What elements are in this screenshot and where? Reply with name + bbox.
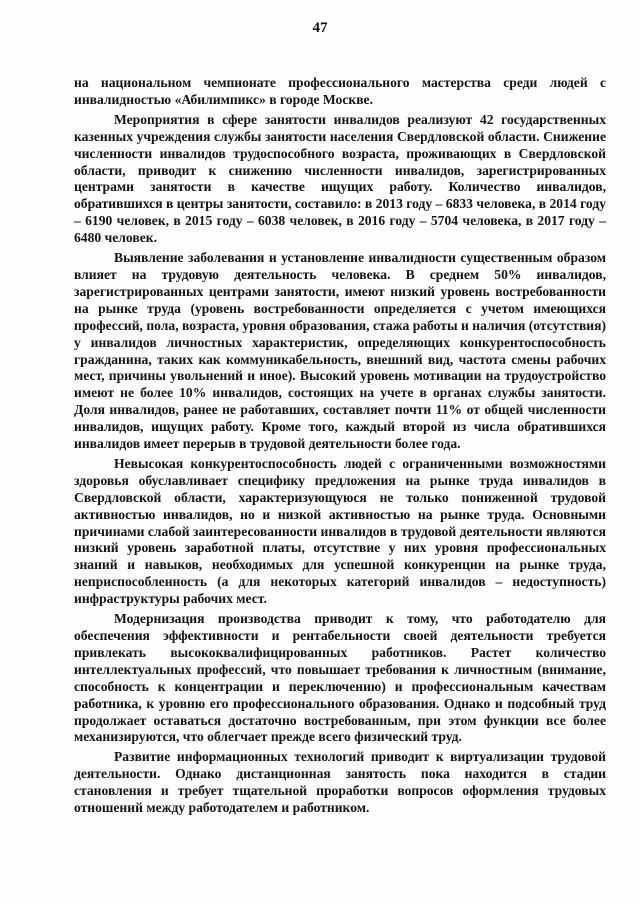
page-number: 47 (312, 20, 328, 36)
paragraph-continuation: на национальном чемпионате профессионального мастерства среди людей с инвалидностью «Абилимпикс» в городе Москве. (74, 75, 606, 107)
document-body (74, 75, 606, 817)
paragraph-information-technology: Развитие информационных технологий приводит к виртуализации трудовой деятельности. Однако дистанционная занятость пока находится в стадии становления и требует тщательной проработки вопросов оформления трудовых отношений между работодателем и работником. (74, 749, 606, 816)
paragraph-disability-identification: Выявление заболевания и установление инвалидности существенным образом влияет на трудовую деятельность человека. В среднем 50% инвалидов, зарегистрированных центрами занятости, имеют низкий уровень востребованности на рынке труда (уровень востребованности определяется с учетом имеющихся профессий, пола, возраста, уровня образования, стажа работы и наличия (отсутствия) у инвалидов личностных характеристик, определяющих конкурентоспособность гражданина, таких как коммуникабельность, внешний вид, частота смены рабочих мест, причины увольнений и иное). Высокий уровень мотивации на трудоустройство имеют не более 10% инвалидов, состоящих на учете в органах службы занятости. Доля инвалидов, ранее не работавших, составляет почти 11% от общей численности инвалидов, ищущих работу. Кроме того, каждый второй из числа обратившихся инвалидов имеет перерыв в трудовой деятельности более года. (74, 250, 606, 452)
paragraph-competitiveness: Невысокая конкурентоспособность людей с ограниченными возможностями здоровья обуславливает специфику предложения на рынке труда инвалидов в Свердловской области, характеризующуюся не только пониженной трудовой активностью инвалидов, но и низкой активностью на рынке труда. Основными причинами слабой заинтересованности инвалидов в трудовой деятельности являются низкий уровень заработной платы, отсутствие у них уровня профессиональных знаний и навыков, необходимых для успешной конкуренции на рынке труда, неприспособленность (а для некоторых категорий инвалидов – недоступность) инфраструктуры рабочих мест. (74, 455, 606, 607)
paragraph-modernization: Модернизация производства приводит к тому, что работодателю для обеспечения эффективности и рентабельности своей деятельности требуется привлекать высококвалифицированных работников. Растет количество интеллектуальных профессий, что повышает требования к личностным (внимание, способность к концентрации и переключению) и профессиональным качествам работника, к уровню его профессионального образования. Однако и подсобный труд продолжает оставаться достаточно востребованным, при этом функции все более механизируются, что облегчает прежде всего физический труд. (74, 611, 606, 745)
paragraph-employment-institutions: Мероприятия в сфере занятости инвалидов реализуют 42 государственных казенных учреждения службы занятости населения Свердловской области. Снижение численности инвалидов трудоспособного возраста, проживающих в Свердловской области, приводит к снижению численности инвалидов, зарегистрированных центрами занятости в качестве ищущих работу. Количество инвалидов, обратившихся в центры занятости, составило: в 2013 году – 6833 человека, в 2014 году – 6190 человек, в 2015 году – 6038 человек, в 2016 году – 5704 человека, в 2017 году – 6480 человек. (74, 111, 606, 246)
